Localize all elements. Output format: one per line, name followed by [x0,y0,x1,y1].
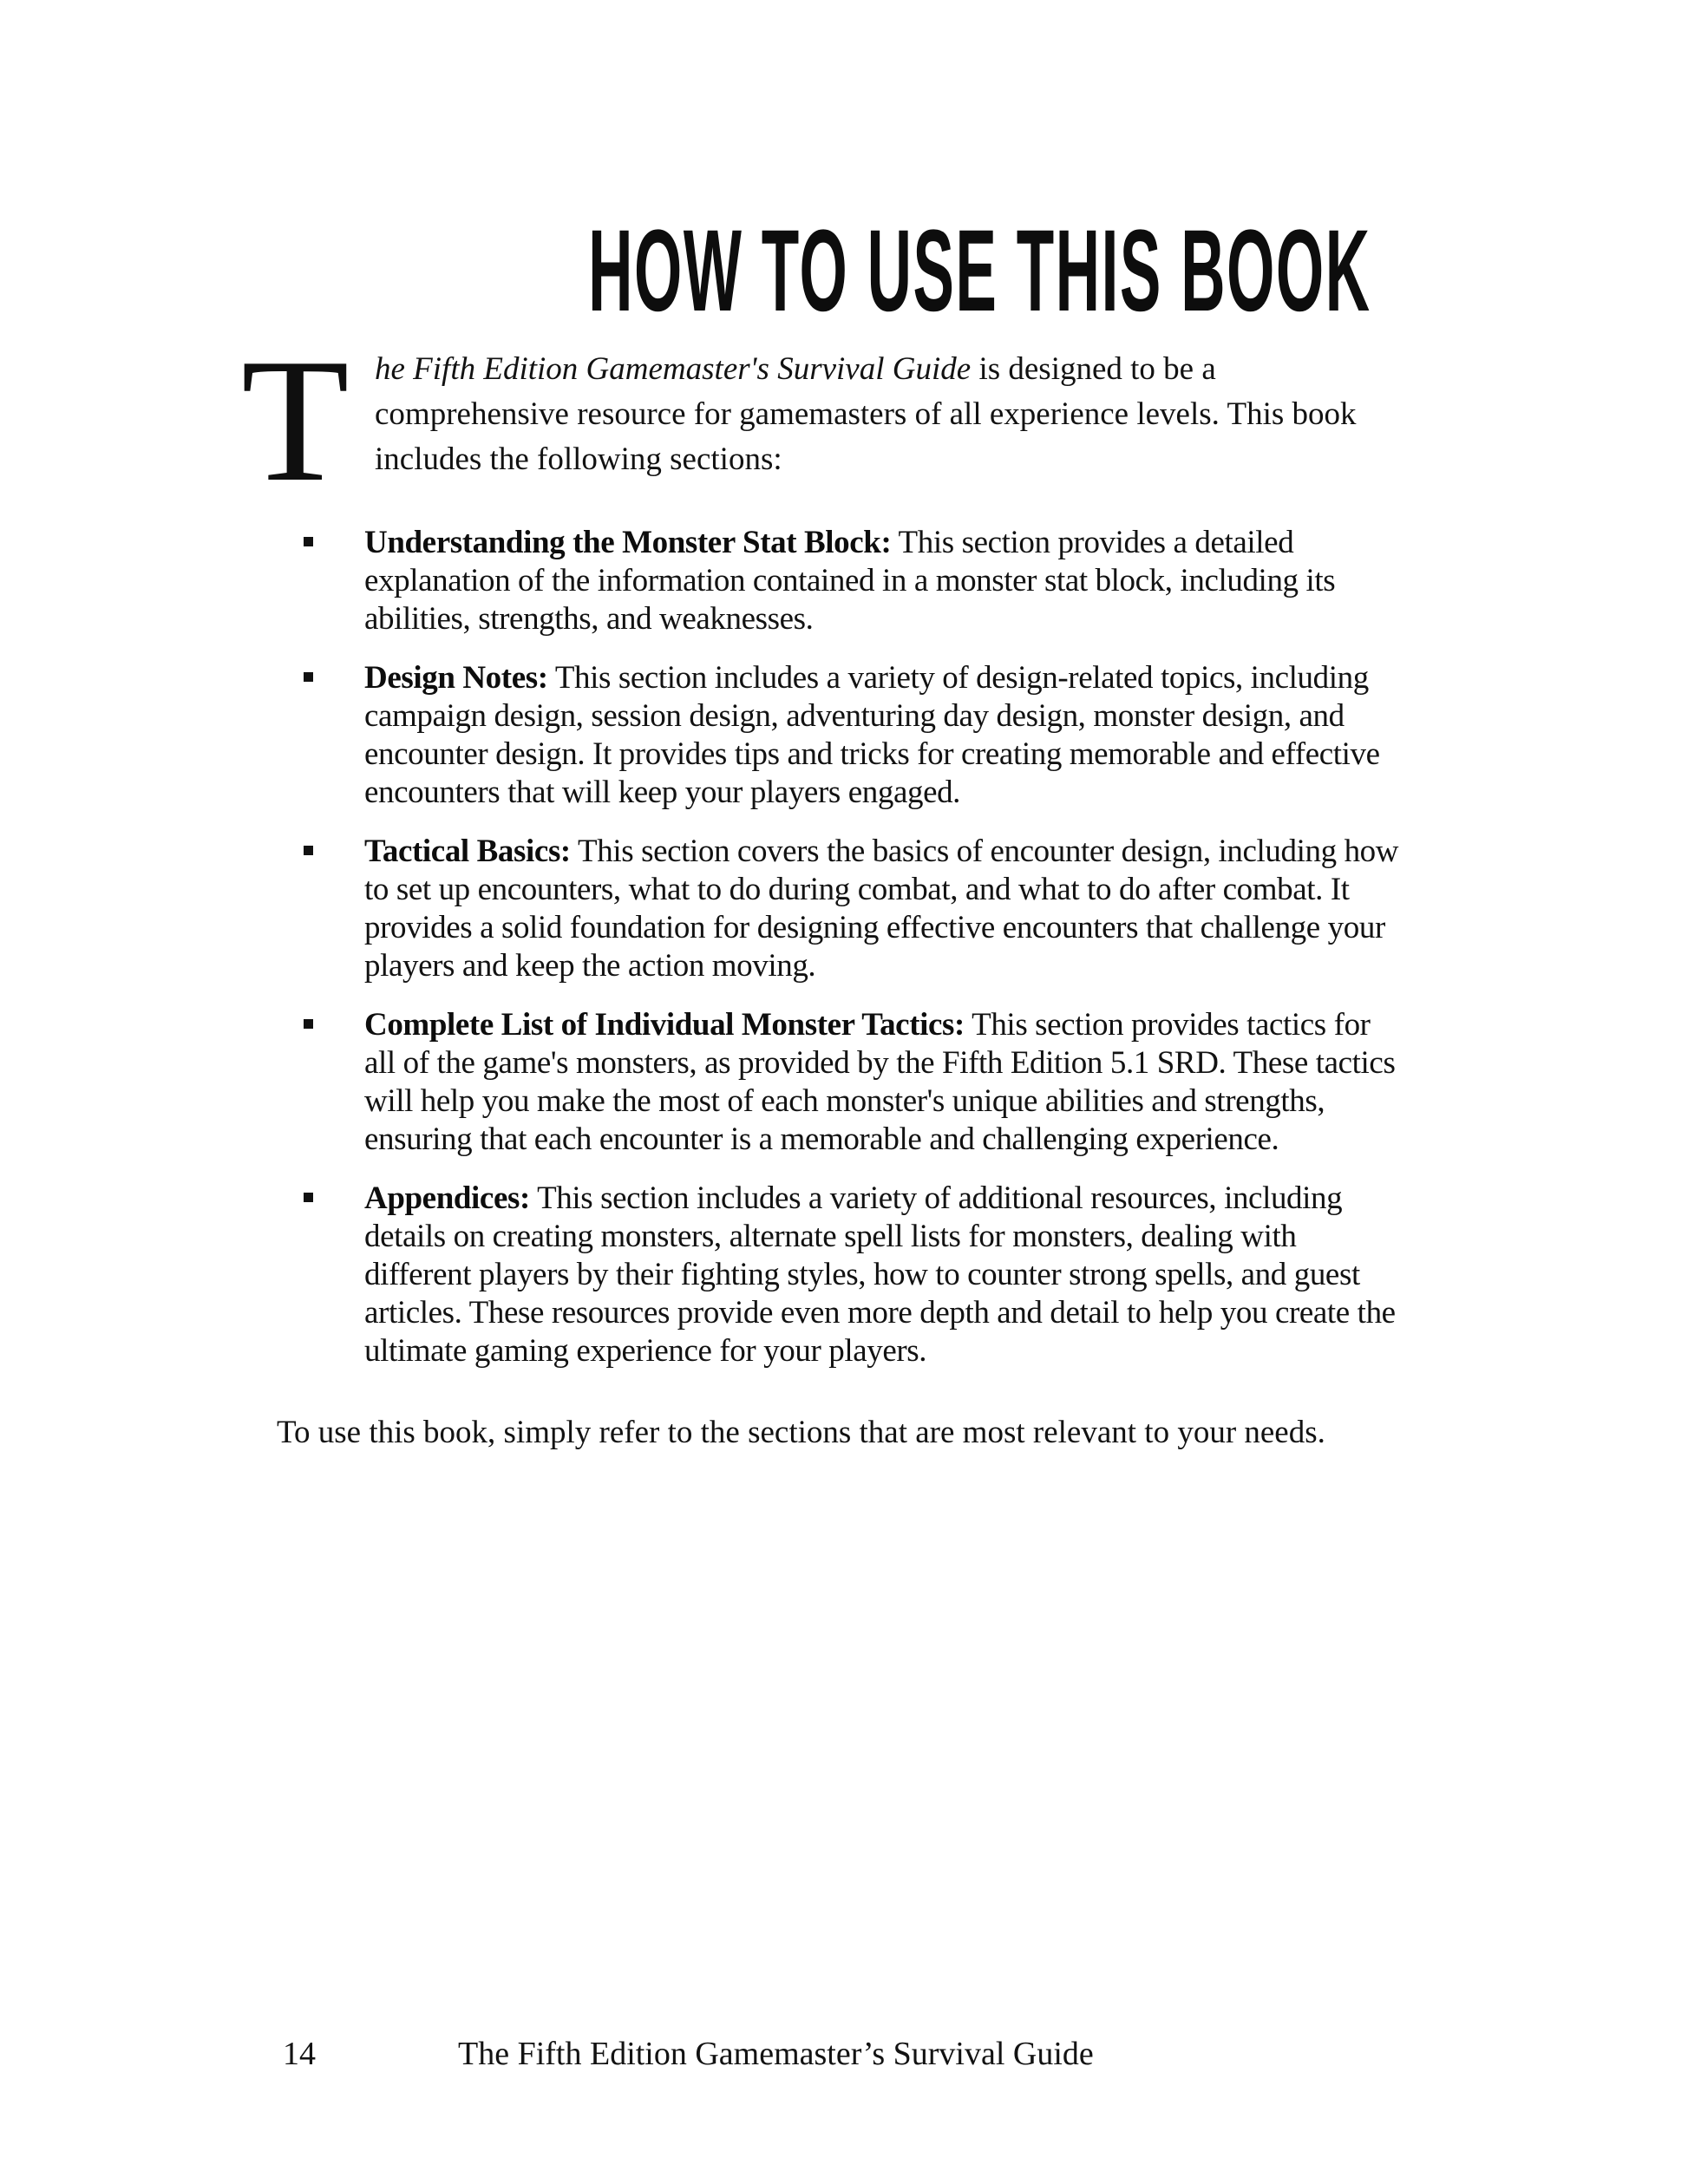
intro-text: is designed to be a comprehensive resource for gamemasters of all experience levels. This book includes the following sections: [375,351,1357,477]
section-description: This section covers the basics of encounter design, including how to set up encounters, what to do during combat, and what to do after combat. It provides a solid foundation for designing effective encounters that challenge your players and keep the action moving. [364,834,1399,984]
bullet-square-icon [304,672,313,682]
bullet-square-icon [304,846,313,855]
section-label: Design Notes: [364,660,548,696]
sections-list [241,524,1405,1370]
bullet-square-icon [304,537,313,546]
list-item-appendices [241,1180,1405,1370]
closing-paragraph: To use this book, simply refer to the sections that are most relevant to your needs. [277,1415,1325,1450]
bullet-square-icon [304,1193,313,1202]
book-title-italic: he Fifth Edition Gamemaster's Survival Guide [375,351,972,387]
bullet-square-icon [304,1019,313,1029]
page-content [241,206,1405,1455]
section-label: Tactical Basics: [364,834,571,869]
page-title: HOW TO USE THIS BOOK [588,206,1371,336]
list-item-tactical-basics [241,833,1405,985]
intro-paragraph [241,323,1405,519]
section-label: Complete List of Individual Monster Tactics: [364,1007,965,1043]
page-footer [0,2035,1688,2078]
list-item-monster-stat-block [241,524,1405,638]
title-container [241,206,1405,336]
section-label: Understanding the Monster Stat Block: [364,525,892,560]
footer-book-title: The Fifth Edition Gamemaster’s Survival Guide [458,2036,1094,2072]
page-number: 14 [283,2036,316,2072]
list-item-monster-tactics [241,1006,1405,1159]
section-description: This section provides tactics for all of the game's monsters, as provided by the Fifth Edition 5.1 SRD. These tactics will help you make the most of each monster's unique abilities and strengths, ensuring that each encounter is a memorable and challenging experience. [364,1007,1396,1157]
section-description: This section provides a detailed explanation of the information contained in a monster stat block, including its abilities, strengths, and weaknesses. [364,525,1336,637]
drop-cap: T [241,323,350,519]
list-item-design-notes [241,659,1405,812]
section-label: Appendices: [364,1180,530,1216]
section-description: This section includes a variety of additional resources, including details on creating monsters, alternate spell lists for monsters, dealing with different players by their fighting styles, how to counter strong spells, and guest articles. These resources provide even more depth and detail to help you create the ultimate gaming experience for your players. [364,1180,1396,1369]
section-description: This section includes a variety of design-related topics, including campaign design, session design, adventuring day design, monster design, and encounter design. It provides tips and tricks for creating memorable and effective encounters that will keep your players engaged. [364,660,1380,810]
